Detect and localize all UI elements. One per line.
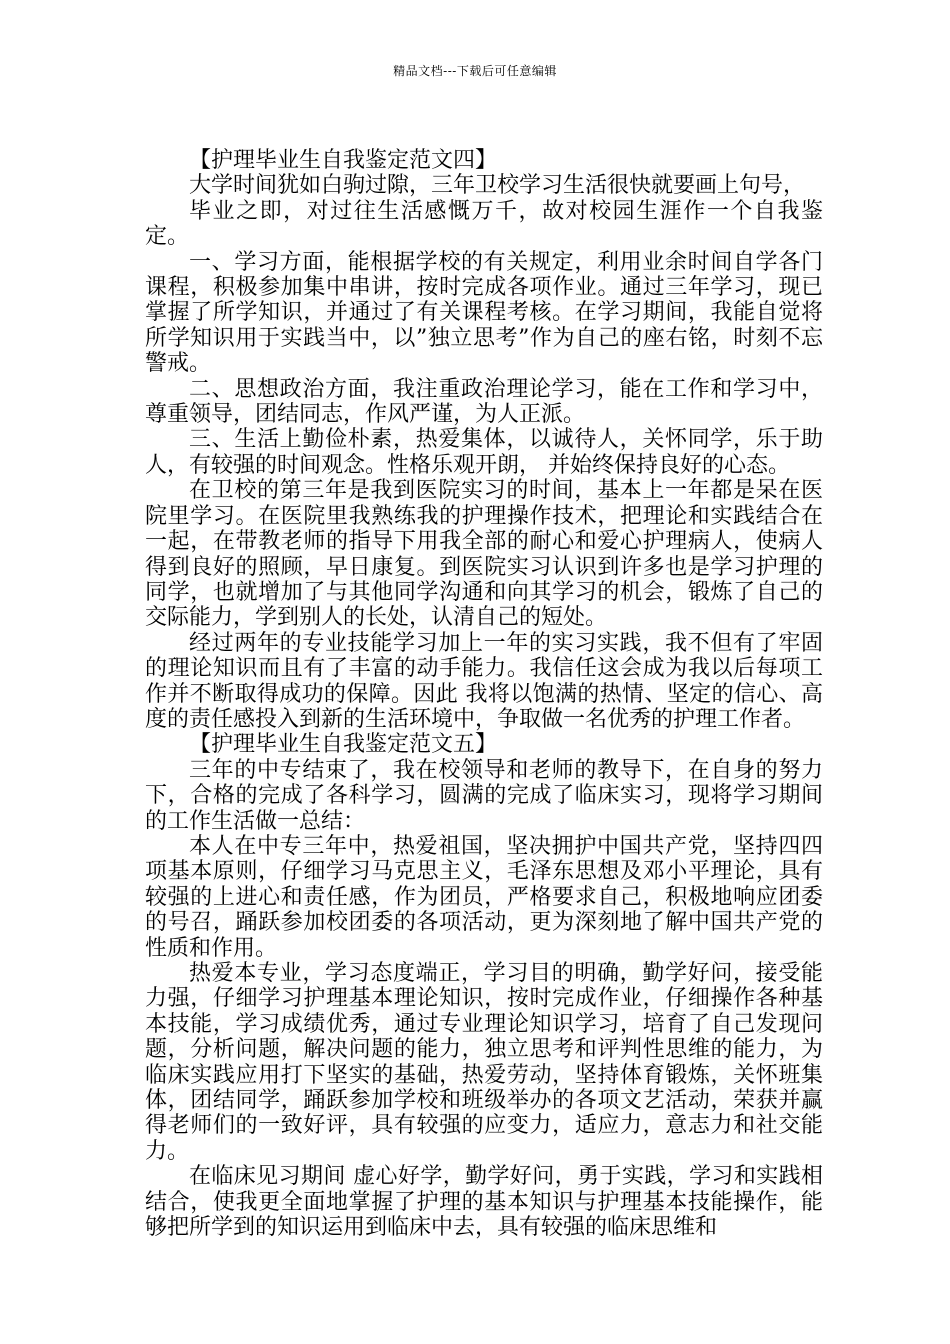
page-header: 精品文档---下载后可任意编辑 — [393, 64, 557, 78]
paragraph: 经过两年的专业技能学习加上一年的实习实践，我不但有了牢固的理论知识而且有了丰富的动手能力。我信任这会成为我以后每项工作并不断取得成功的保障。因此 我将以饱满的热情、坚定的信心、高度的责任感投入到新的生活环境中，争取做一名优秀的护理工作者。 — [145, 630, 823, 732]
paragraph: 本人在中专三年中，热爱祖国，坚决拥护中国共产党，坚持四四项基本原则，仔细学习马克思主义，毛泽东思想及邓小平理论，具有较强的上进心和责任感，作为团员，严格要求自己，积极地响应团委的号召，踊跃参加校团委的各项活动，更为深刻地了解中国共产党的性质和作用。 — [145, 833, 823, 961]
paragraph: 毕业之即，对过往生活感慨万千，故对校园生涯作一个自我鉴定。 — [145, 198, 823, 250]
paragraph: 大学时间犹如白驹过隙，三年卫校学习生活很快就要画上句号， — [189, 173, 806, 199]
section-heading: 【护理毕业生自我鉴定范文四】 — [189, 148, 498, 173]
document-body — [145, 148, 823, 1240]
paragraph: 在卫校的第三年是我到医院实习的时间，基本上一年都是呆在医院里学习。在医院里我熟练我的护理操作技术，把理论和实践结合在一起，在带教老师的指导下用我全部的耐心和爱心护理病人，使病人得到良好的照顾，早日康复。到医院实习认识到许多也是学习护理的同学，也就增加了与其他同学沟通和向其学习的机会，锻炼了自己的交际能力，学到别人的长处，认清自己的短处。 — [145, 478, 823, 631]
paragraph: 三年的中专结束了，我在校领导和老师的教导下，在自身的努力下，合格的完成了各科学习，圆满的完成了临床实习，现将学习期间的工作生活做一总结： — [145, 757, 823, 834]
paragraph: 在临床见习期间 虚心好学，勤学好问，勇于实践，学习和实践相结合，使我更全面地掌握了护理的基本知识与护理基本技能操作，能够把所学到的知识运用到临床中去，具有较强的临床思维和 — [145, 1164, 823, 1241]
paragraph: 一、学习方面，能根据学校的有关规定，利用业余时间自学各门课程，积极参加集中串讲，按时完成各项作业。通过三年学习，现已掌握了所学知识，并通过了有关课程考核。在学习期间，我能自觉将所学知识用于实践当中，以”独立思考”作为自己的座右铭，时刻不忘警戒。 — [145, 249, 823, 377]
section-heading: 【护理毕业生自我鉴定范文五】 — [189, 732, 498, 758]
paragraph: 二、思想政治方面，我注重政治理论学习，能在工作和学习中，尊重领导，团结同志，作风严谨，为人正派。 — [145, 376, 823, 428]
paragraph: 热爱本专业，学习态度端正，学习目的明确，勤学好问，接受能力强，仔细学习护理基本理论知识，按时完成作业，仔细操作各种基本技能，学习成绩优秀，通过专业理论知识学习，培育了自己发现问题，分析问题，解决问题的能力，独立思考和评判性思维的能力，为临床实践应用打下坚实的基础，热爱劳动，坚持体育锻炼，关怀班集体，团结同学，踊跃参加学校和班级举办的各项文艺活动，荣获并赢得老师们的一致好评，具有较强的应变力，适应力，意志力和社交能力。 — [145, 961, 823, 1164]
paragraph: 三、生活上勤俭朴素，热爱集体，以诚待人，关怀同学，乐于助人，有较强的时间观念。性格乐观开朗， 并始终保持良好的心态。 — [145, 427, 823, 478]
